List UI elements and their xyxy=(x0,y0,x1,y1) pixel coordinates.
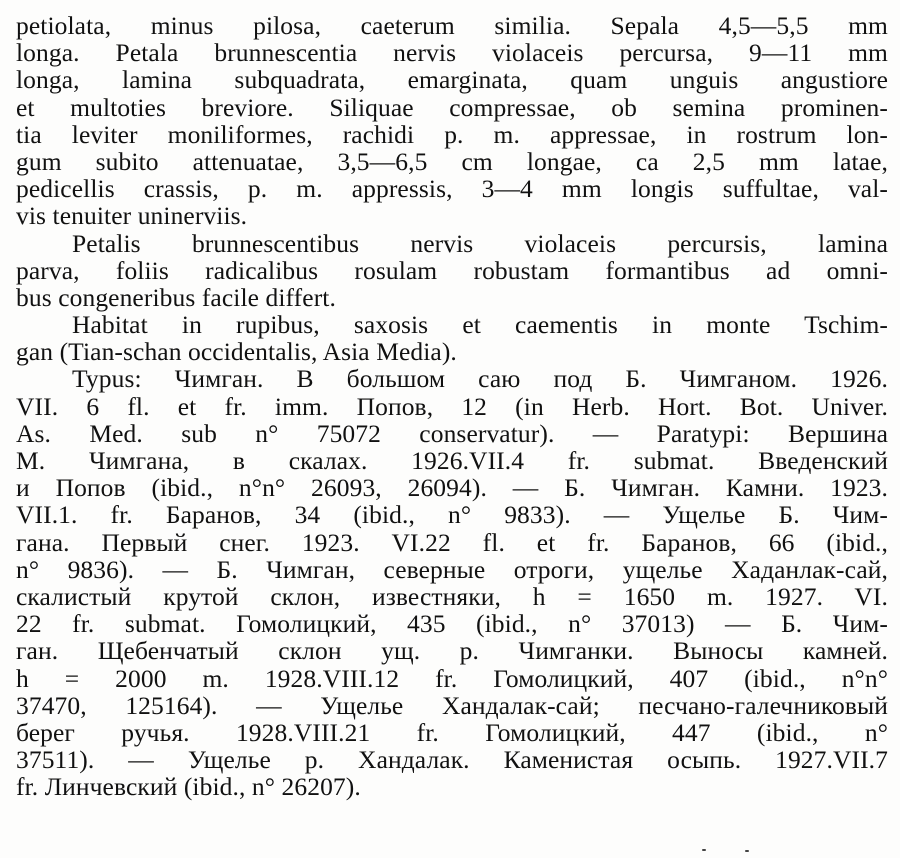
text-line: et multoties breviore. Siliquae compressae, ob semina prominen- xyxy=(16,92,888,122)
scan-speck xyxy=(702,849,706,851)
text-line: gum subito attenuatae, 3,5—6,5 cm longae, ca 2,5 mm latae, xyxy=(16,146,888,176)
text-line: 37511). — Ущелье р. Хандалак. Каменистая осыпь. 1927.VII.7 xyxy=(16,745,888,775)
text-line: fr. Линчевский (ibid., n° 26207). xyxy=(16,772,361,802)
text-line: Petalis brunnescentibus nervis violaceis percursis, lamina xyxy=(72,228,888,258)
text-line: VII. 6 fl. et fr. imm. Попов, 12 (in Herb. Hort. Bot. Univer. xyxy=(16,391,888,421)
text-line: gan (Tian-schan occidentalis, Asia Media). xyxy=(16,337,457,367)
text-line: pedicellis crassis, p. m. appressis, 3—4 mm longis suffultae, val- xyxy=(16,174,888,204)
text-line: гана. Первый снег. 1923. VI.22 fl. et fr. Баранов, 66 (ibid., xyxy=(16,527,888,557)
text-line: longa. Petala brunnescentia nervis violaceis percursa, 9—11 mm xyxy=(16,38,888,68)
text-line: скалистый крутой склон, известняки, h = 1650 m. 1927. VI. xyxy=(16,581,888,611)
body-text xyxy=(16,12,888,800)
text-line: Typus: Чимган. В большом саю под Б. Чимганом. 1926. xyxy=(72,364,888,394)
text-line: n° 9836). — Б. Чимган, северные отроги, ущелье Хаданлак-сай, xyxy=(16,554,888,584)
text-line: vis tenuiter uninerviis. xyxy=(16,201,248,231)
text-line: 22 fr. submat. Гомолицкий, 435 (ibid., n° 37013) — Б. Чим- xyxy=(16,609,888,639)
text-line: bus congeneribus facile differt. xyxy=(16,282,336,312)
text-line: 37470, 125164). — Ущелье Хандалак-сай; песчано-галечниковый xyxy=(16,690,888,720)
text-line: берег ручья. 1928.VIII.21 fr. Гомолицкий, 447 (ibid., n° xyxy=(16,717,888,747)
text-line: longa, lamina subquadrata, emarginata, quam unguis angustiore xyxy=(16,65,888,95)
text-line: Habitat in rupibus, saxosis et caementis in monte Tschim- xyxy=(72,310,888,340)
text-line: tia leviter moniliformes, rachidi p. m. appressae, in rostrum lon- xyxy=(16,119,888,149)
text-line: VII.1. fr. Баранов, 34 (ibid., n° 9833). — Ущелье Б. Чим- xyxy=(16,500,888,530)
text-line: parva, foliis radicalibus rosulam robustam formantibus ad omni- xyxy=(16,255,888,285)
scan-speck xyxy=(745,850,749,852)
text-line: ган. Щебенчатый склон ущ. р. Чимганки. Выносы камней. xyxy=(16,636,888,666)
text-line: h = 2000 m. 1928.VIII.12 fr. Гомолицкий, 407 (ibid., n°n° xyxy=(16,663,888,693)
text-line: М. Чимгана, в скалах. 1926.VII.4 fr. submat. Введенский xyxy=(16,446,888,475)
text-line: и Попов (ibid., n°n° 26093, 26094). — Б. Чимган. Камни. 1923. xyxy=(16,473,888,503)
text-line: petiolata, minus pilosa, caeterum similia. Sepala 4,5—5,5 mm xyxy=(16,11,888,40)
text-line: As. Med. sub n° 75072 conservatur). — Paratypi: Вершина xyxy=(16,418,888,448)
